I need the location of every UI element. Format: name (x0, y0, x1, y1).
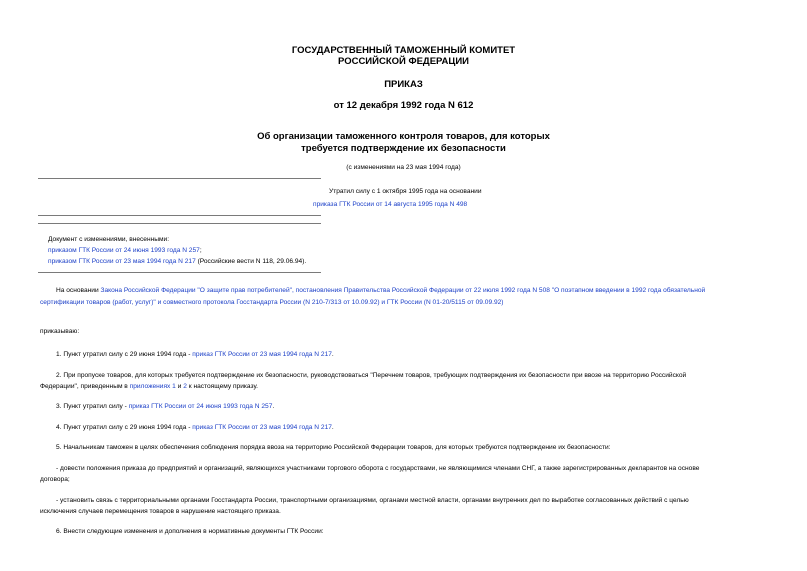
appendix-2-link[interactable]: 2 (183, 383, 187, 390)
amendment-item (48, 247, 202, 255)
divider (38, 215, 321, 216)
item-4 (56, 422, 334, 434)
item-5: 5. Начальникам таможен в целях обеспечения соблюдения порядка ввоза на территорию Российской Федерации товаров, для которых требуются подтверждение их безопасности: (56, 444, 611, 451)
amendment-link-2[interactable]: приказом ГТК России от 23 мая 1994 года N 217 (48, 258, 196, 265)
item-2-tail: к настоящему приказу. (186, 383, 258, 390)
committee-name-line2: РОССИЙСКОЙ ФЕДЕРАЦИИ (337, 56, 469, 67)
item-4-tail: . (331, 424, 334, 431)
item-6: 6. Внести следующие изменения и дополнения в нормативные документы ГТК России: (56, 528, 324, 535)
amendment-tail-1: ; (199, 247, 202, 254)
status-line: Утратил силу с 1 октября 1995 года на основании (329, 188, 482, 195)
document-date: от 12 декабря 1992 года N 612 (333, 100, 474, 111)
amendment-link-1[interactable]: приказом ГТК России от 24 июня 1993 года N 257 (48, 247, 200, 254)
item-3 (56, 401, 274, 413)
item-2-text: Федерации", приведенным в (40, 383, 130, 390)
divider (38, 272, 321, 273)
preamble-text-link[interactable]: , постановления Правительства Российской Федерации от 22 июля 1992 года N 508 "О поэтапном введении в 1992 года обязательной (291, 287, 706, 294)
document-type: ПРИКАЗ (384, 79, 423, 90)
divider (38, 178, 321, 179)
item-5b-line1: - установить связь с территориальными органами Госстандарта России, транспортными организациями, органами местной власти, органами внутренних дел по выработке согласованных действий с целью (56, 497, 689, 504)
item-5a-line2: договора; (40, 476, 70, 483)
item-1 (56, 349, 334, 361)
amendment-tail-2: (Российские вести N 118, 29.06.94). (195, 258, 307, 265)
item-1-link[interactable]: приказ ГТК России от 23 мая 1994 года N 217 (192, 351, 332, 358)
amendment-item (48, 258, 306, 266)
preamble-text: На основании (56, 287, 101, 294)
item-1-text: 1. Пункт утратил силу с 29 июня 1994 года - (56, 351, 193, 358)
divider (38, 223, 321, 224)
item-5a-line1: - довести положения приказа до предприятий и организаций, являющихся участниками торгового оборота с государствами, не являющимися членами СНГ, а также зарегистрированных декларантов на основе (56, 465, 700, 472)
appendix-1-link[interactable]: приложениях 1 (129, 383, 176, 390)
item-4-text: 4. Пункт утратил силу с 29 июня 1994 года - (56, 424, 193, 431)
item-3-text: 3. Пункт утратил силу - (56, 403, 129, 410)
item-3-link[interactable]: приказ ГТК России от 24 июня 1993 года N 257 (128, 403, 273, 410)
item-3-tail: . (272, 403, 275, 410)
document-subject-line2: требуется подтверждение их безопасности (301, 143, 506, 154)
preamble-line2[interactable]: сертификации товаров (работ, услуг)" и совместного протокола Госстандарта России (N 210-7/313 от 10.09.92) и ГТК России (N 01-20/5115 от 09.09.92) (40, 299, 504, 306)
amendments-intro: Документ с изменениями, внесенными: (48, 236, 170, 243)
preamble-line1 (56, 285, 705, 297)
status-link[interactable]: приказа ГТК России от 14 августа 1995 года N 498 (313, 201, 468, 208)
amended-note: (с изменениями на 23 мая 1994 года) (346, 164, 461, 171)
consumer-rights-law-link[interactable]: Закона Российской Федерации "О защите прав потребителей" (100, 287, 292, 294)
committee-name-line1: ГОСУДАРСТВЕННЫЙ ТАМОЖЕННЫЙ КОМИТЕТ (291, 45, 516, 56)
order-word: приказываю: (40, 328, 80, 335)
item-4-link[interactable]: приказ ГТК России от 23 мая 1994 года N 217 (192, 424, 332, 431)
item-1-tail: . (331, 351, 334, 358)
item-2-and: и (175, 383, 184, 390)
item-2-line2 (40, 381, 258, 393)
document-subject-line1: Об организации таможенного контроля товаров, для которых (257, 131, 550, 142)
item-2-line1: 2. При пропуске товаров, для которых требуется подтверждение их безопасности, руководствоваться "Перечнем товаров, требующих подтверждения их безопасности при ввозе на территорию Российской (56, 372, 687, 379)
item-5b-line2: исключения случаев перемещения товаров в нарушение настоящего приказа. (40, 508, 281, 515)
